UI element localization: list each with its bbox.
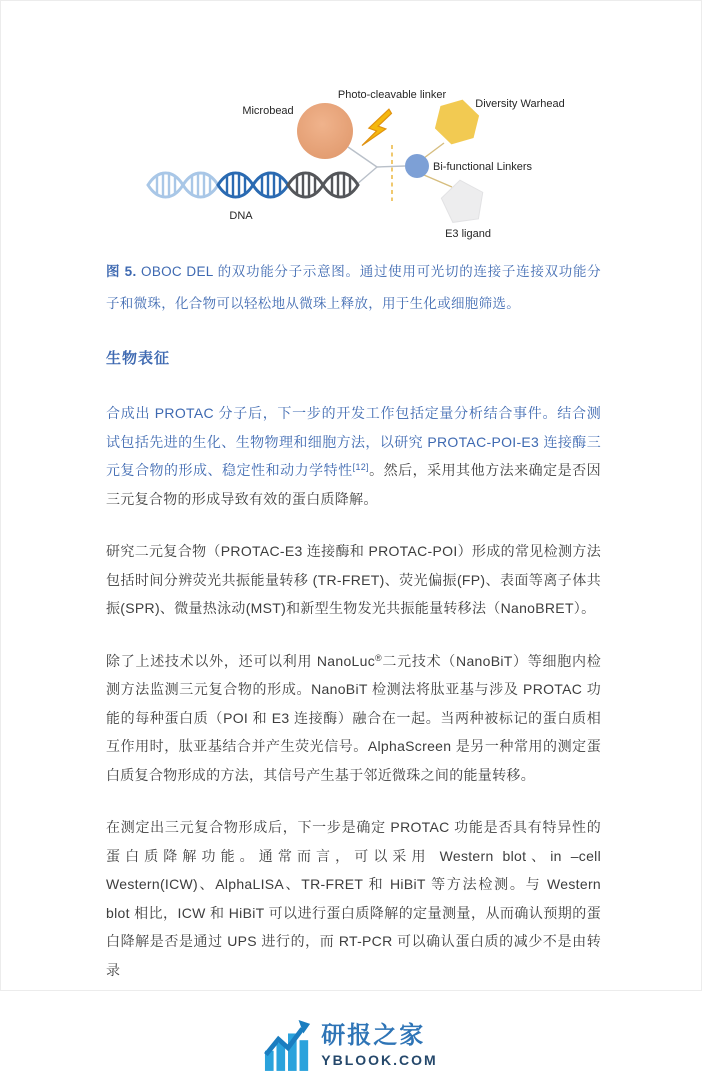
- registered-trademark-symbol: ®: [375, 652, 382, 663]
- figure-caption-text: OBOC DEL 的双功能分子示意图。通过使用可光切的连接子连接双功能分子和微珠，化合物可以轻松地从微珠上释放，用于生化或细胞筛选。: [106, 264, 601, 311]
- section-heading: 生物表征: [106, 350, 171, 367]
- paragraph-1: [106, 399, 601, 513]
- figure-caption-number: 图 5.: [106, 264, 137, 279]
- paragraph-3-text-b: 二元技术（NanoBiT）等细胞内检测方法监测三元复合物的形成。NanoBiT 检测法将肽亚基与涉及 PROTAC 功能的每种蛋白质（POI 和 E3 连接酶）融合在一起。当两种被标记的蛋白质相互作用时，肽亚基结合并产生荧光信号。AlphaScreen 是另一种常用的测定蛋白质复合物形成的方法，其信号产生基于邻近微珠之间的能量转移。: [106, 652, 602, 783]
- lightning-bolt-icon: [362, 107, 392, 149]
- paragraph-4: 在测定出三元复合物形成后，下一步是确定 PROTAC 功能是否具有特异性的蛋白质降解功能。通常而言，可以采用 Western blot、in –cell Western(ICW)、AlphaLISA、TR-FRET 和 HiBiT 等方法检测。与 Western blot 相比，ICW 和 HiBiT 可以进行蛋白质降解的定量测量，从而确认预期的蛋白降解是否是通过 UPS 进行的，而 RT-PCR 可以确认蛋白质的减少不是由转录: [106, 819, 601, 978]
- photo-cleavable-linker-label: Photo-cleavable linker: [337, 89, 447, 101]
- figure-obox-del-diagram: [90, 81, 612, 251]
- text-content: [1, 256, 701, 984]
- e3-ligand-label: E3 ligand: [445, 228, 491, 240]
- dna-helix: [148, 173, 358, 197]
- paragraph-3-text-a: 除了上述技术以外，还可以利用 NanoLuc: [106, 652, 376, 669]
- bifunctional-linker-node: [405, 154, 429, 178]
- microbead-label: Microbead: [242, 105, 294, 117]
- connector-dna: [356, 167, 377, 185]
- paragraph-1-dark-text: 。然后，采用其他方法来确定是否因三元复合物的形成导致有效的蛋白质降解。: [106, 462, 601, 507]
- diagram-canvas: [90, 81, 612, 251]
- bifunctional-linkers-label: Bi-functional Linkers: [433, 161, 533, 173]
- brand-name: 研报之家: [321, 1022, 426, 1049]
- diversity-warhead-label: Diversity Warhead: [475, 98, 565, 110]
- connector-microbead: [348, 147, 377, 167]
- paragraph-2: 研究二元复合物（PROTAC-E3 连接酶和 PROTAC-POI）形成的常见检测方法包括时间分辨荧光共振能量转移 (TR-FRET)、荧光偏振(FP)、表面等离子体共振(SPR)、微量热泳动(MST)和新型生物发光共振能量转移法（NanoBRET）。: [106, 543, 601, 616]
- microbead-circle: [297, 103, 353, 159]
- brand-text-block: [321, 1021, 437, 1069]
- footer-brand: [1, 1017, 701, 1073]
- connector-node-warhead: [424, 143, 444, 158]
- connector-node-e3: [424, 175, 452, 187]
- citation-12: [12]: [352, 462, 369, 472]
- brand-chart-arrow-icon: [264, 1017, 312, 1073]
- brand-domain: YBLOOK.COM: [321, 1052, 438, 1068]
- figure-caption: [106, 256, 601, 320]
- paragraph-3: [106, 647, 601, 790]
- dna-label: DNA: [229, 210, 253, 222]
- connector-junction-node: [377, 166, 405, 167]
- paragraph-1-blue-text: 合成出 PROTAC 分子后，下一步的开发工作包括定量分析结合事件。结合测试包括先进的生化、生物物理和细胞方法，以研究 PROTAC-POI-E3 连接酶三元复合物的形成、稳定性和动力学特性: [106, 405, 601, 478]
